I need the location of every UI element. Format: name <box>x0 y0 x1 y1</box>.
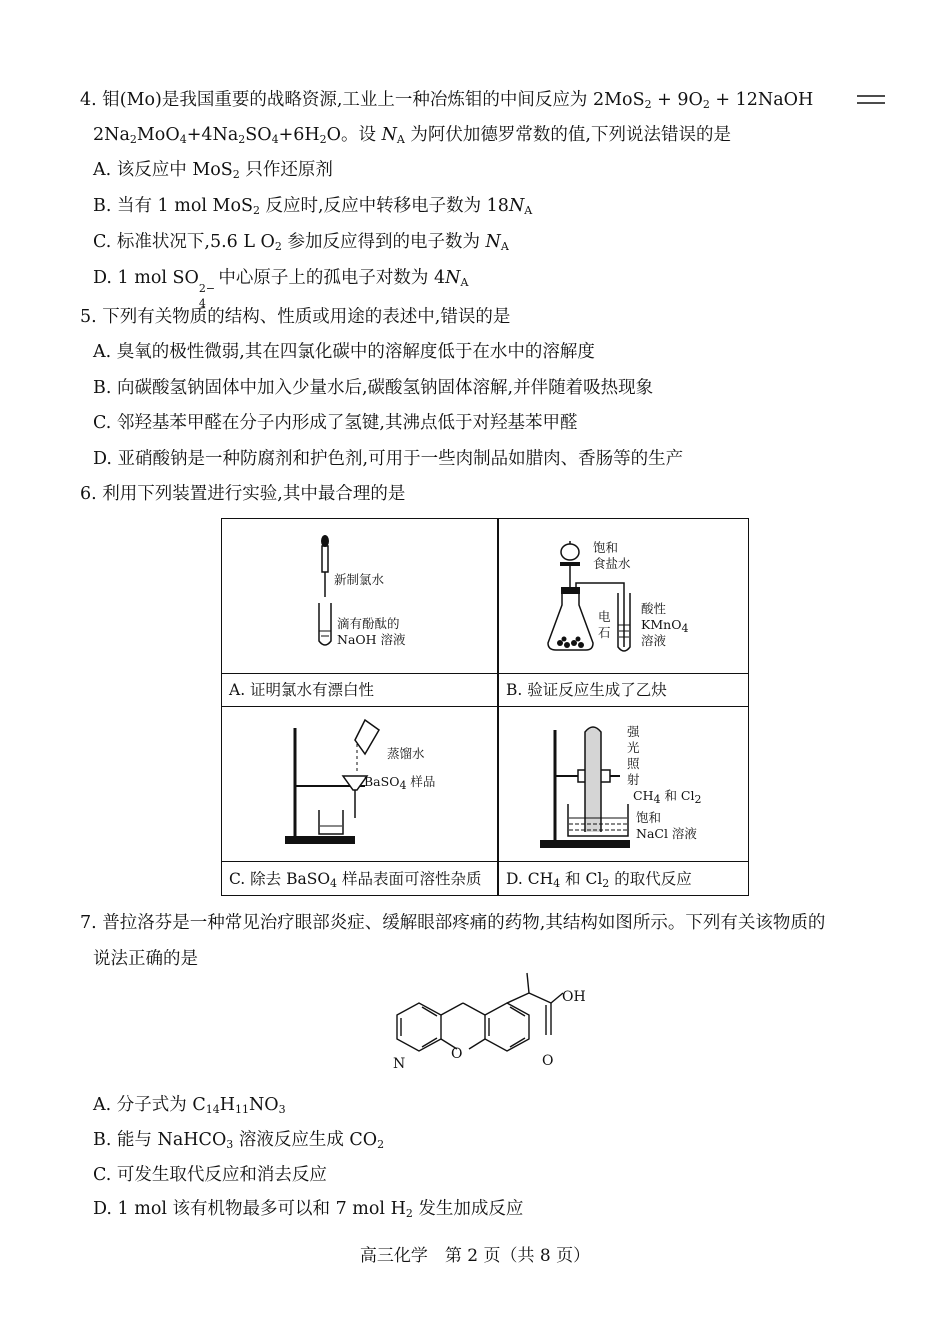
grid-divider-3 <box>221 861 749 862</box>
q5-option-d: D. 亚硝酸钠是一种防腐剂和护色剂,可用于一些肉制品如腊肉、香肠等的生产 <box>93 449 684 469</box>
q4-stem-line2: $2Na_2MoO_4+4Na_2SO_4+6H_2O$。设 $N_A$ 为阿伏加德罗常数的值,下列说法错误的是 <box>93 125 731 146</box>
q4-option-d: D. 1 mol SO 2− 4 中心原子上的孤电子对数为 $4N_A$ <box>93 268 469 310</box>
a-label-phenolphthalein: 滴有酚酞的 <box>337 616 400 631</box>
d-label-strong: 强 <box>627 724 640 739</box>
q7-option-b: B. 能与 NaHCO$_3$ 溶液反应生成 $CO_2$ <box>93 1130 385 1151</box>
ring-oxygen-label: O <box>451 1046 463 1062</box>
q5-option-b: B. 向碳酸氢钠固体中加入少量水后,碳酸氢钠固体溶解,并伴随着吸热现象 <box>93 378 654 398</box>
q5-stem: 5. 下列有关物质的结构、性质或用途的表述中,错误的是 <box>80 307 511 327</box>
d-label-saturated: 饱和 <box>636 810 662 825</box>
q7-option-c: C. 可发生取代反应和消去反应 <box>93 1165 327 1185</box>
a-caption: A. 证明氯水有漂白性 <box>229 681 375 699</box>
equals-sign <box>857 94 887 106</box>
d-label-irradiate-1: 照 <box>627 756 640 771</box>
d-label-irradiate-2: 射 <box>627 772 640 787</box>
b-caption: B. 验证反应生成了乙炔 <box>506 681 667 699</box>
q7-stem-line2: 说法正确的是 <box>93 949 198 969</box>
c-label-baso4-sample: BaSO$_4$ 样品 <box>364 774 436 792</box>
carbonyl-oxygen-label: O <box>542 1053 554 1069</box>
a-label-chlorine-water: 新制氯水 <box>334 572 385 587</box>
q7-stem-line1: 7. 普拉洛芬是一种常见治疗眼部炎症、缓解眼部疼痛的药物,其结构如图所示。下列有关该物质的 <box>80 913 826 933</box>
q4-stem-line1: 4. 钼(Mo)是我国重要的战略资源,工业上一种冶炼钼的中间反应为 $2MoS_2 + 9O_2$ + 12NaOH <box>80 90 814 111</box>
c-caption: C. 除去 BaSO$_4$ 样品表面可溶性杂质 <box>229 870 482 890</box>
c-label-distilled-water: 蒸馏水 <box>387 746 425 761</box>
d-label-ch4-cl2: $CH_4$ 和 $Cl_2$ <box>633 788 702 806</box>
q5-option-a: A. 臭氧的极性微弱,其在四氯化碳中的溶解度低于在水中的溶解度 <box>93 342 595 362</box>
grid-divider-1 <box>221 673 749 674</box>
page-footer: 高三化学 第 2 页（共 8 页） <box>359 1246 591 1266</box>
d-caption: D. $CH_4$ 和 $Cl_2$ 的取代反应 <box>506 870 692 890</box>
q4-option-a: A. 该反应中 MoS$_2$ 只作还原剂 <box>93 160 333 181</box>
d-label-light: 光 <box>627 740 640 755</box>
b-label-calcium-carbide-1: 电 <box>598 609 611 624</box>
methane-chlorination-diagram <box>540 722 640 852</box>
q6-stem: 6. 利用下列装置进行实验,其中最合理的是 <box>80 484 406 504</box>
oh-atom-label: OH <box>562 989 586 1005</box>
q4-option-c: C. 标准状况下,5.6 L $O_2$ 参加反应得到的电子数为 $N_A$ <box>93 232 509 253</box>
q7-option-a: A. 分子式为 $C_{14}H_{11}NO_3$ <box>93 1095 286 1116</box>
nitrogen-atom-label: N <box>393 1056 406 1072</box>
b-label-calcium-carbide-2: 石 <box>598 625 611 640</box>
b-label-solution: 溶液 <box>641 633 667 648</box>
dropper-and-test-tube-diagram <box>300 535 340 655</box>
b-label-kmno4: KMnO$_4$ <box>641 617 689 635</box>
b-label-saturated: 饱和 <box>593 540 619 555</box>
a-label-naoh: NaOH 溶液 <box>337 632 406 647</box>
b-label-brine: 食盐水 <box>593 556 631 571</box>
q4-option-b: B. 当有 1 mol MoS$_2$ 反应时,反应中转移电子数为 $18N_A$ <box>93 196 533 217</box>
grid-divider-2 <box>221 706 749 707</box>
q5-option-c: C. 邻羟基苯甲醛在分子内形成了氢键,其沸点低于对羟基苯甲醛 <box>93 413 578 433</box>
d-label-nacl: NaCl 溶液 <box>636 826 697 841</box>
q7-option-d: D. 1 mol 该有机物最多可以和 7 mol $H_2$ 发生加成反应 <box>93 1199 524 1220</box>
b-label-acidic: 酸性 <box>641 601 667 616</box>
